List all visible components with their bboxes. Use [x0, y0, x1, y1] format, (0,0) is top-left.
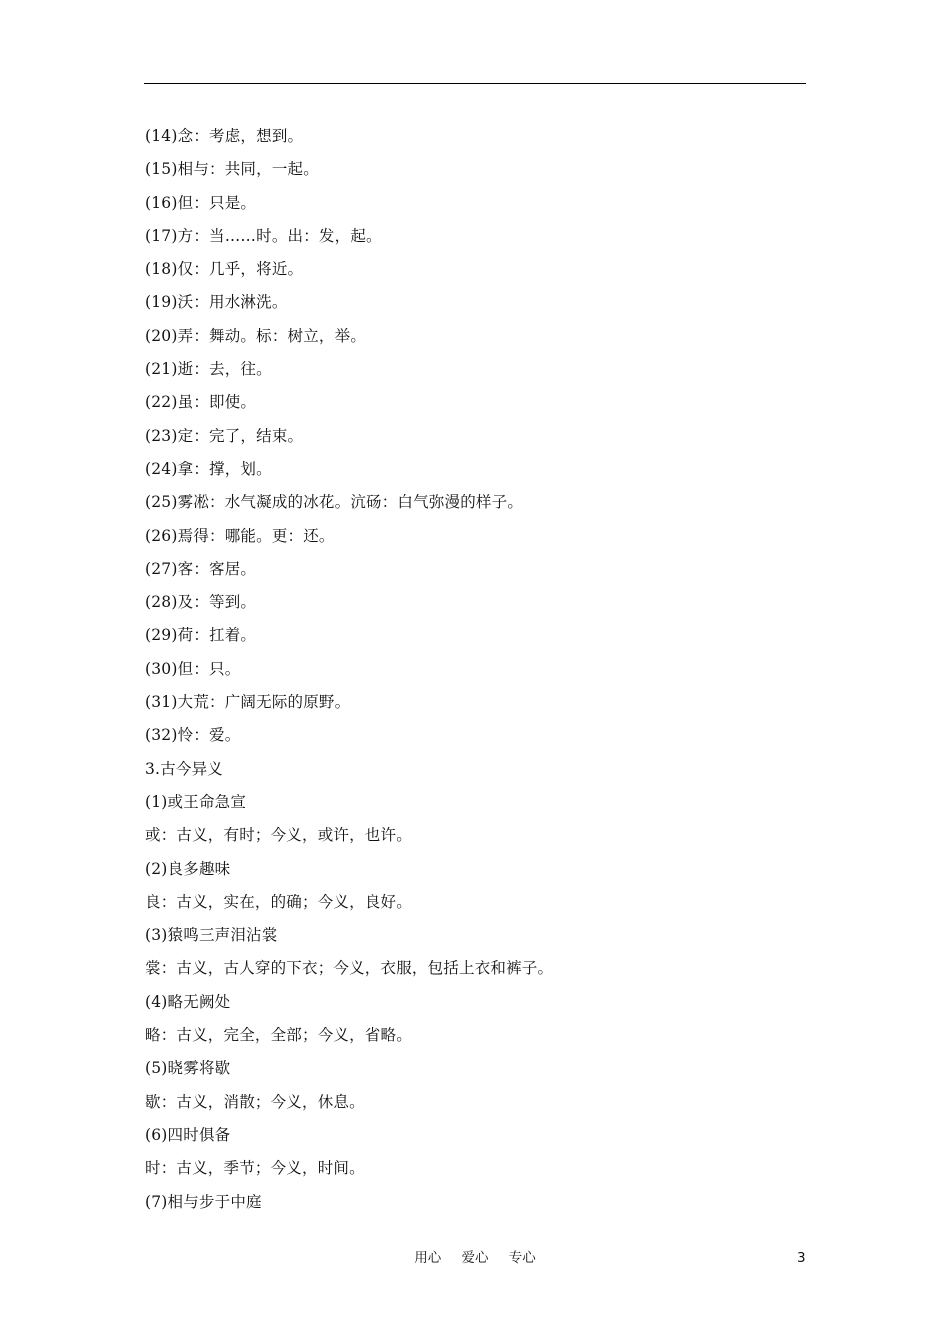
definition-line: 良：古义，实在，的确；今义，良好。 — [145, 892, 412, 911]
footer-motto-item: 用心 — [414, 1250, 442, 1266]
header-rule — [144, 83, 806, 84]
document-body — [145, 120, 805, 1219]
definition-line: 裳：古义，古人穿的下衣；今义，衣服，包括上衣和裤子。 — [145, 959, 554, 978]
example-sentence: (5)晓雾将歇 — [145, 1059, 231, 1078]
text-line: (14)念：考虑，想到。 — [145, 127, 304, 145]
text-line: (25)雾凇：水气凝成的冰花。沆砀：白气弥漫的样子。 — [145, 493, 524, 512]
text-line: (30)但：只。 — [145, 659, 241, 678]
text-line: (28)及：等到。 — [145, 593, 257, 612]
page-number: 3 — [797, 1250, 806, 1266]
text-line: (15)相与：共同，一起。 — [145, 160, 319, 179]
example-sentence: (4)略无阙处 — [145, 992, 231, 1011]
text-line: (19)沃：用水淋洗。 — [145, 293, 288, 312]
text-line: (23)定：完了，结束。 — [145, 426, 304, 445]
definition-line: 歇：古义，消散；今义，休息。 — [145, 1092, 365, 1111]
text-line: (22)虽：即使。 — [145, 393, 257, 412]
text-line: (20)弄：舞动。标：树立，举。 — [145, 326, 367, 345]
example-sentence: (3)猿鸣三声泪沾裳 — [145, 926, 278, 945]
text-line: (31)大荒：广阔无际的原野。 — [145, 693, 351, 712]
text-line: (32)怜：爱。 — [145, 726, 241, 745]
example-sentence: (6)四时俱备 — [145, 1125, 231, 1144]
text-line: (16)但：只是。 — [145, 193, 257, 212]
footer-motto-item: 专心 — [508, 1250, 536, 1266]
text-line: (21)逝：去，往。 — [145, 360, 272, 379]
footer-motto — [0, 1246, 950, 1270]
text-line: (29)荷：扛着。 — [145, 626, 257, 645]
page-footer — [0, 1246, 950, 1270]
definition-line: 或：古义，有时；今义，或许，也许。 — [145, 826, 412, 845]
definition-line: 时：古义，季节；今义，时间。 — [145, 1159, 365, 1178]
definition-line: 略：古义，完全，全部；今义，省略。 — [145, 1026, 412, 1045]
example-sentence: (7)相与步于中庭 — [145, 1192, 262, 1211]
text-line: (24)拿：撑，划。 — [145, 459, 272, 478]
example-sentence: (2)良多趣味 — [145, 859, 231, 878]
text-line: (26)焉得：哪能。更：还。 — [145, 526, 335, 545]
text-line: (17)方：当……时。出：发，起。 — [145, 226, 382, 245]
section-heading: 3.古今异义 — [145, 759, 223, 778]
text-line: (18)仅：几乎，将近。 — [145, 260, 304, 279]
text-line: (27)客：客居。 — [145, 559, 257, 578]
footer-motto-item: 爱心 — [461, 1250, 489, 1266]
example-sentence: (1)或王命急宣 — [145, 792, 247, 811]
